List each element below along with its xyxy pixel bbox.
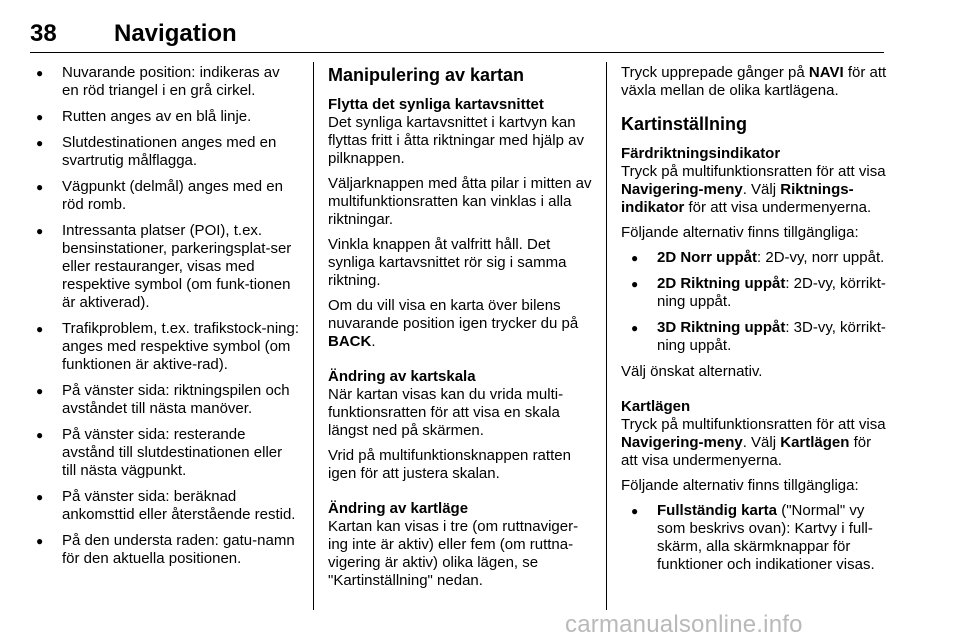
option-text: : 3D-vy, körrikt-ning uppåt. <box>657 319 886 354</box>
paragraph-text: Tryck upprepade gånger på <box>621 64 805 81</box>
list-item: ● På vänster sida: riktningspilen och avståndet till nästa manöver. <box>34 382 300 418</box>
menu-navigation: Navigering-meny <box>621 434 743 451</box>
paragraph: Följande alternativ finns tillgängliga: <box>621 477 859 494</box>
paragraph <box>621 64 887 100</box>
list-item <box>629 319 887 355</box>
page-title: Navigation <box>114 20 237 47</box>
paragraph-text: . Välj <box>742 181 777 198</box>
paragraph <box>328 297 594 351</box>
list-item: ● På vänster sida: beräknad ankomsttid eller återstående restid. <box>34 488 300 524</box>
subheading-map-scale: Ändring av kartskala <box>328 368 476 385</box>
key-navi: NAVI <box>808 64 844 81</box>
key-back: BACK <box>328 333 372 350</box>
list-item: ● Nuvarande position: indikeras av en röd triangel i en grå cirkel. <box>34 64 300 100</box>
option-label: Fullständig karta <box>657 502 778 519</box>
option-label: 3D Riktning uppåt <box>657 319 786 336</box>
paragraph: Det synliga kartavsnittet i kartvyn kan flyttas fritt i åtta riktningar med hjälp av pilknappen. <box>328 114 584 167</box>
column-divider-1 <box>313 62 314 610</box>
paragraph-text: för att visa undermenyerna. <box>688 199 872 216</box>
list-item: ● Vägpunkt (delmål) anges med en röd romb. <box>34 178 300 214</box>
column-3 <box>621 64 887 582</box>
option-label: 2D Norr uppåt <box>657 249 758 266</box>
list-item: ● Trafikproblem, t.ex. trafikstock-ning: anges med respektive symbol (om funktionen är aktive-rad). <box>34 320 300 374</box>
paragraph <box>621 163 887 217</box>
paragraph <box>621 416 887 470</box>
option-label: 2D Riktning uppåt <box>657 275 786 292</box>
menu-direction-indicator: Riktnings-indikator <box>621 181 854 216</box>
list-item: ● På den understa raden: gatu-namn för den aktuella positionen. <box>34 532 300 568</box>
map-symbols-list <box>34 64 300 568</box>
paragraph-text: för att visa undermenyerna. <box>621 434 872 469</box>
option-text: : 2D-vy, norr uppåt. <box>757 249 885 266</box>
section-heading-map-settings: Kartinställning <box>621 114 748 134</box>
paragraph: Vinkla knappen åt valfritt håll. Det synliga kartavsnittet rör sig i samma riktning. <box>328 236 567 289</box>
paragraph-end: . <box>371 333 376 350</box>
subheading-direction-indicator: Färdriktningsindikator <box>621 145 781 162</box>
paragraph: Kartan kan visas i tre (om ruttnaviger-ing inte är aktiv) eller fem (om ruttna-vigering är aktiv) olika lägen, se "Kartinställning" nedan. <box>328 518 579 589</box>
paragraph: Väljarknappen med åtta pilar i mitten av multifunktionsratten kan vinklas i alla riktningar. <box>328 175 592 228</box>
paragraph-text: Om du vill visa en karta över bilens nuvarande position igen trycker du på <box>328 297 579 332</box>
paragraph: Välj önskat alternativ. <box>621 363 763 380</box>
watermark: carmanualsonline.info <box>565 611 803 638</box>
list-item: ● Slutdestinationen anges med en svartrutig målflagga. <box>34 134 300 170</box>
list-item: ● Intressanta platser (POI), t.ex. bensinstationer, parkeringsplat-ser eller restauranger, visas med respektive symbol (om funk-tionen är aktiverad). <box>34 222 300 312</box>
map-mode-options-list <box>621 502 887 574</box>
paragraph-text: för att växla mellan de olika kartlägena. <box>621 64 887 99</box>
section-heading-map: Manipulering av kartan <box>328 65 525 85</box>
column-2 <box>328 64 594 597</box>
column-divider-2 <box>606 62 607 610</box>
list-item <box>629 249 887 267</box>
paragraph-text: Tryck på multifunktionsratten för att visa <box>621 163 886 180</box>
subheading-map-mode: Ändring av kartläge <box>328 500 469 517</box>
option-text: : 2D-vy, körrikt-ning uppåt. <box>657 275 886 310</box>
list-item <box>629 275 887 311</box>
paragraph: Följande alternativ finns tillgängliga: <box>621 224 859 241</box>
column-1 <box>34 64 300 576</box>
paragraph-text: Tryck på multifunktionsratten för att visa <box>621 416 886 433</box>
subheading-map-modes: Kartlägen <box>621 398 691 415</box>
paragraph: När kartan visas kan du vrida multi-funktionsratten för att visa en skala längst ned på skärmen. <box>328 386 564 439</box>
list-item: ● På vänster sida: resterande avstånd till slutdestinationen eller till nästa vägpunkt. <box>34 426 300 480</box>
paragraph: Vrid på multifunktionsknappen ratten igen för att justera skalan. <box>328 447 571 482</box>
paragraph-text: . Välj <box>742 434 777 451</box>
subheading-move-map: Flytta det synliga kartavsnittet <box>328 96 544 113</box>
list-item <box>629 502 887 574</box>
option-text: ("Normal" vy som beskrivs ovan): Kartvy i full-skärm, alla skärmknappar för funktioner och indikationer visas. <box>657 502 875 573</box>
page-number: 38 <box>30 20 57 47</box>
list-item: ● Rutten anges av en blå linje. <box>34 108 300 126</box>
page-header <box>30 0 884 53</box>
menu-map-modes: Kartlägen <box>780 434 850 451</box>
direction-options-list <box>621 249 887 355</box>
menu-navigation: Navigering-meny <box>621 181 743 198</box>
